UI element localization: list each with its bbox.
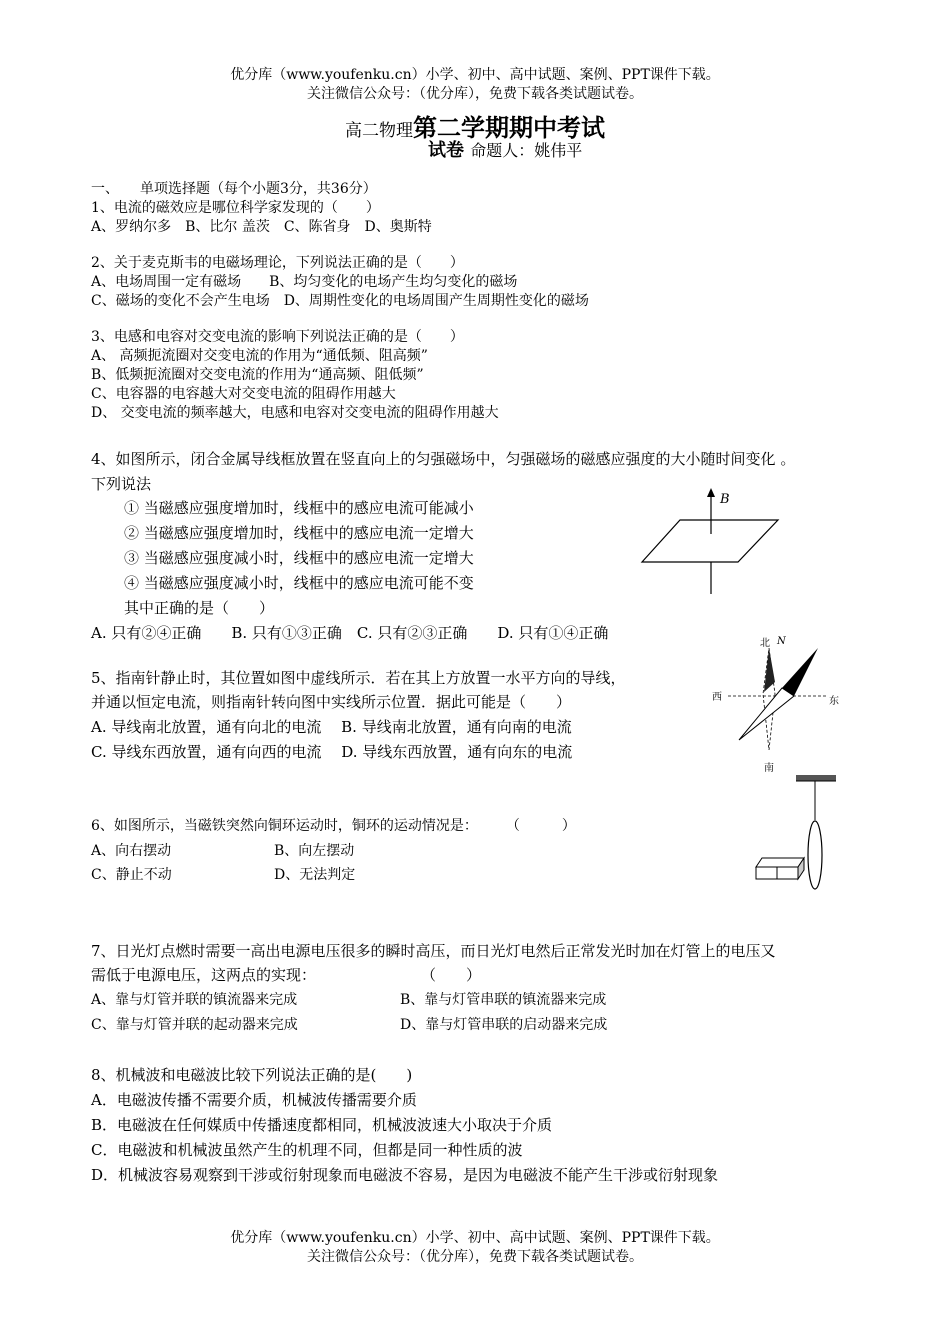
- q6-option-d: D、无法判定: [274, 867, 356, 883]
- q4-statement-3: ③ 当磁感应强度减小时，线框中的感应电流一定增大: [124, 549, 474, 567]
- q1-stem: 1、电流的磁效应是哪位科学家发现的（ ）: [91, 200, 380, 216]
- q3-option-a: A、 高频扼流圈对交变电流的作用为“通低频、阻高频”: [91, 348, 428, 364]
- title-prefix: 高二物理: [345, 121, 413, 141]
- footer-line-1: 优分库（www.youfenku.cn）小学、初中、高中试题、案例、PPT课件下载。: [230, 1230, 720, 1246]
- ceiling-support: [796, 775, 836, 781]
- footer-line-2: 关注微信公众号：（优分库），免费下载各类试题试卷。: [307, 1249, 643, 1265]
- q5-options-ab: A. 导线南北放置，通有向北的电流 B. 导线南北放置，通有向南的电流: [91, 718, 572, 736]
- q7-option-c: C、靠与灯管并联的起动器来完成: [91, 1017, 298, 1033]
- q2-options-1: A、电场周围一定有磁场 B、均匀变化的电场产生均匀变化的磁场: [91, 274, 518, 290]
- q2-stem: 2、关于麦克斯韦的电磁场理论，下列说法正确的是（ ）: [91, 255, 464, 271]
- needle-north-half: [782, 648, 818, 696]
- q4-statement-2: ② 当磁感应强度增加时，线框中的感应电流一定增大: [124, 524, 474, 542]
- header-line-1: 优分库（www.youfenku.cn）小学、初中、高中试题、案例、PPT课件下载。: [230, 67, 720, 83]
- q8-stem: 8、机械波和电磁波比较下列说法正确的是( ): [91, 1066, 413, 1084]
- compass-south-label: 南: [764, 763, 774, 774]
- header-line-2: 关注微信公众号：（优分库），免费下载各类试题试卷。: [307, 86, 643, 102]
- q3-option-c: C、电容器的电容越大对交变电流的阻碍作用越大: [91, 386, 396, 402]
- q1-options: A、罗纳尔多 B、比尔 盖茨 C、陈省身 D、奥斯特: [91, 219, 432, 235]
- q4-stem-2: 下列说法: [91, 475, 152, 493]
- compass-north-label: 北: [760, 638, 770, 649]
- q7-stem-2: 需低于电源电压，这两点的实现： （ ）: [91, 966, 482, 984]
- q8-option-a: A．电磁波传播不需要介质，机械波传播需要介质: [91, 1091, 417, 1109]
- subtitle: [428, 136, 582, 162]
- q6-option-b: B、向左摆动: [274, 843, 355, 859]
- q5-options-cd: C. 导线东西放置，通有向西的电流 D. 导线东西放置，通有向东的电流: [91, 743, 573, 761]
- q4-ask: 其中正确的是（ ）: [124, 599, 275, 617]
- q5-stem-1: 5、指南针静止时，其位置如图中虚线所示．若在其上方放置一水平方向的导线，: [91, 669, 626, 687]
- q3-option-b: B、低频扼流圈对交变电流的作用为“通高频、阻低频”: [91, 367, 424, 383]
- section-heading: 一、 单项选择题（每个小题3分，共36分）: [91, 181, 377, 197]
- q5-stem-2: 并通以恒定电流，则指南针转向图中实线所示位置．据此可能是（ ）: [91, 693, 572, 711]
- q4-options: A. 只有②④正确 B. 只有①③正确 C. 只有②③正确 D. 只有①④正确: [91, 624, 609, 642]
- q4-magnetic-loop-figure: [638, 486, 788, 598]
- q7-stem-1: 7、日光灯点燃时需要一高出电源电压很多的瞬时高压，而日光灯电然后正常发光时加在灯管上的电压又: [91, 942, 776, 960]
- q4-statement-4: ④ 当磁感应强度减小时，线框中的感应电流可能不变: [124, 574, 474, 592]
- q8-option-c: C．电磁波和机械波虽然产生的机理不同，但都是同一种性质的波: [91, 1141, 523, 1159]
- q7-option-a: A、靠与灯管并联的镇流器来完成: [91, 992, 298, 1008]
- subtitle-author: 命题人：姚伟平: [470, 141, 583, 160]
- q4-stem-1: 4、如图所示，闭合金属导线框放置在竖直向上的匀强磁场中，匀强磁场的磁感应强度的大小随时间变化 。: [91, 450, 796, 468]
- q8-option-d: D．机械波容易观察到干涉或衍射现象而电磁波不容易，是因为电磁波不能产生干涉或衍射现象: [91, 1166, 719, 1184]
- copper-ring: [808, 821, 822, 889]
- compass-n-label: N: [777, 636, 786, 647]
- q6-option-c: C、静止不动: [91, 867, 172, 883]
- subtitle-main: 试卷: [428, 140, 464, 161]
- compass-west-label: 西: [712, 692, 722, 703]
- compass-east-label: 东: [829, 696, 839, 707]
- field-label-b: B: [720, 492, 730, 507]
- title-main: 第二学期期中考试: [413, 113, 605, 142]
- wire-loop: [642, 520, 778, 562]
- needle-original-north-half: [764, 648, 775, 692]
- q3-stem: 3、电感和电容对交变电流的影响下列说法正确的是（ ）: [91, 329, 464, 345]
- needle-south-half: [739, 688, 794, 740]
- q7-option-b: B、靠与灯管串联的镇流器来完成: [400, 992, 607, 1008]
- q4-statement-1: ① 当磁感应强度增加时，线框中的感应电流可能减小: [124, 499, 474, 517]
- q6-stem: 6、如图所示，当磁铁突然向铜环运动时，铜环的运动情况是： （ ）: [91, 818, 576, 834]
- q8-option-b: B．电磁波在任何媒质中传播速度都相同，机械波波速大小取决于介质: [91, 1116, 553, 1134]
- q3-option-d: D、 交变电流的频率越大，电感和电容对交变电流的阻碍作用越大: [91, 405, 499, 421]
- magnet-top-face: [756, 858, 804, 867]
- q6-option-a: A、向右摆动: [91, 843, 172, 859]
- q7-option-d: D、靠与灯管串联的启动器来完成: [400, 1017, 608, 1033]
- field-arrow-icon: [707, 488, 715, 497]
- q6-magnet-ring-figure: [752, 772, 847, 890]
- q5-compass-figure: [708, 632, 848, 774]
- q2-options-2: C、磁场的变化不会产生电场 D、周期性变化的电场周围产生周期性变化的磁场: [91, 293, 589, 309]
